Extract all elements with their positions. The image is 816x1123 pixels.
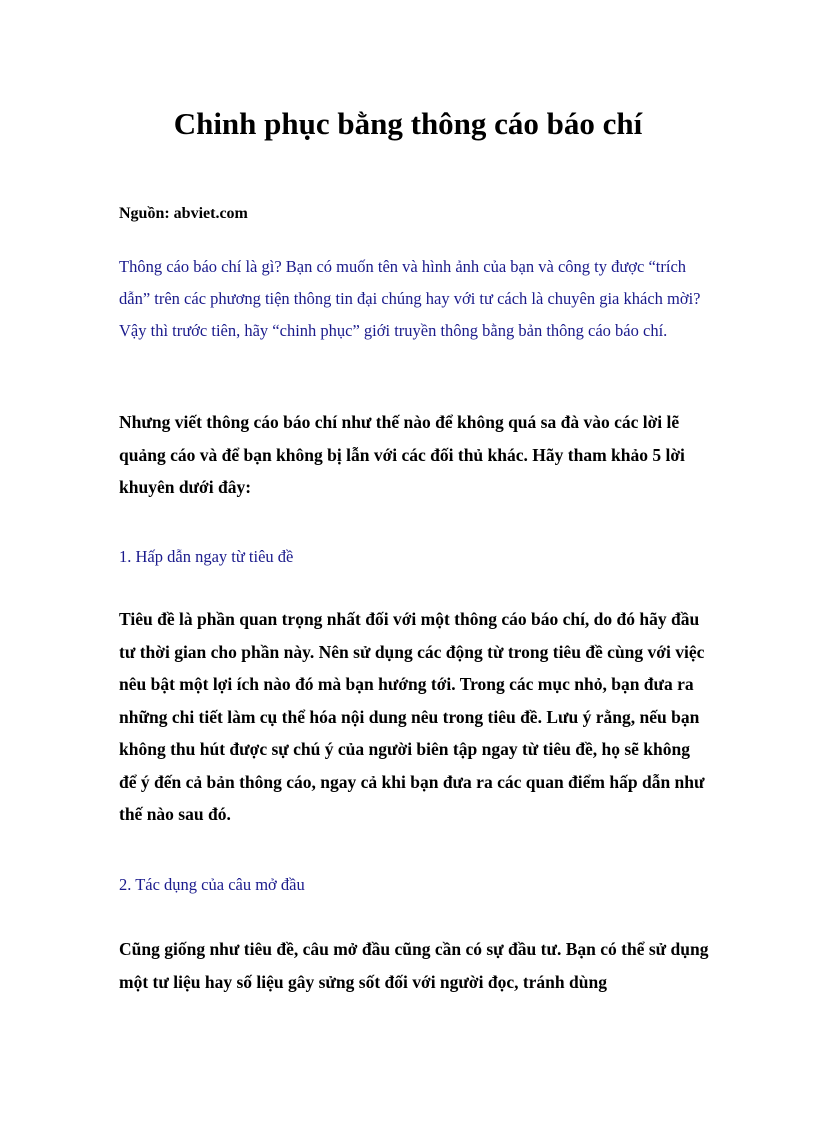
intro-paragraph: Thông cáo báo chí là gì? Bạn có muốn tên và hình ảnh của bạn và công ty được “trích dẫn” trên các phương tiện thông tin đại chúng hay với tư cách là chuyên gia khách mời? Vậy thì trước tiên, hãy “chinh phục” giới truyền thông bằng bản thông cáo báo chí. (119, 257, 701, 340)
section-heading-1: 1. Hấp dẫn ngay từ tiêu đề (119, 547, 294, 566)
section-heading-2: 2. Tác dụng của câu mở đầu (119, 875, 305, 894)
body-paragraph-1: Nhưng viết thông cáo báo chí như thế nào để không quá sa đà vào các lời lẽ quảng cáo và để bạn không bị lẫn với các đối thủ khác. Hãy tham khảo 5 lời khuyên dưới đây: (119, 412, 685, 497)
source-line: Nguồn: abviet.com (119, 205, 248, 222)
section-body-1: Tiêu đề là phần quan trọng nhất đối với một thông cáo báo chí, do đó hãy đầu tư thời gian cho phần này. Nên sử dụng các động từ trong tiêu đề cùng với việc nêu bật một lợi ích nào đó mà bạn hướng tới. Trong các mục nhỏ, bạn đưa ra những chi tiết làm cụ thể hóa nội dung nêu trong tiêu đề. Lưu ý rằng, nếu bạn không thu hút được sự chú ý của người biên tập ngay từ tiêu đề, họ sẽ không để ý đến cả bản thông cáo, ngay cả khi bạn đưa ra các quan điểm hấp dẫn như thế nào sau đó. (119, 609, 705, 824)
page-title: Chinh phục bằng thông cáo báo chí (173, 106, 643, 141)
section-body-2: Cũng giống như tiêu đề, câu mở đầu cũng cần có sự đầu tư. Bạn có thể sử dụng một tư liệu hay số liệu gây sửng sốt đối với người đọc, tránh dùng (119, 939, 709, 992)
